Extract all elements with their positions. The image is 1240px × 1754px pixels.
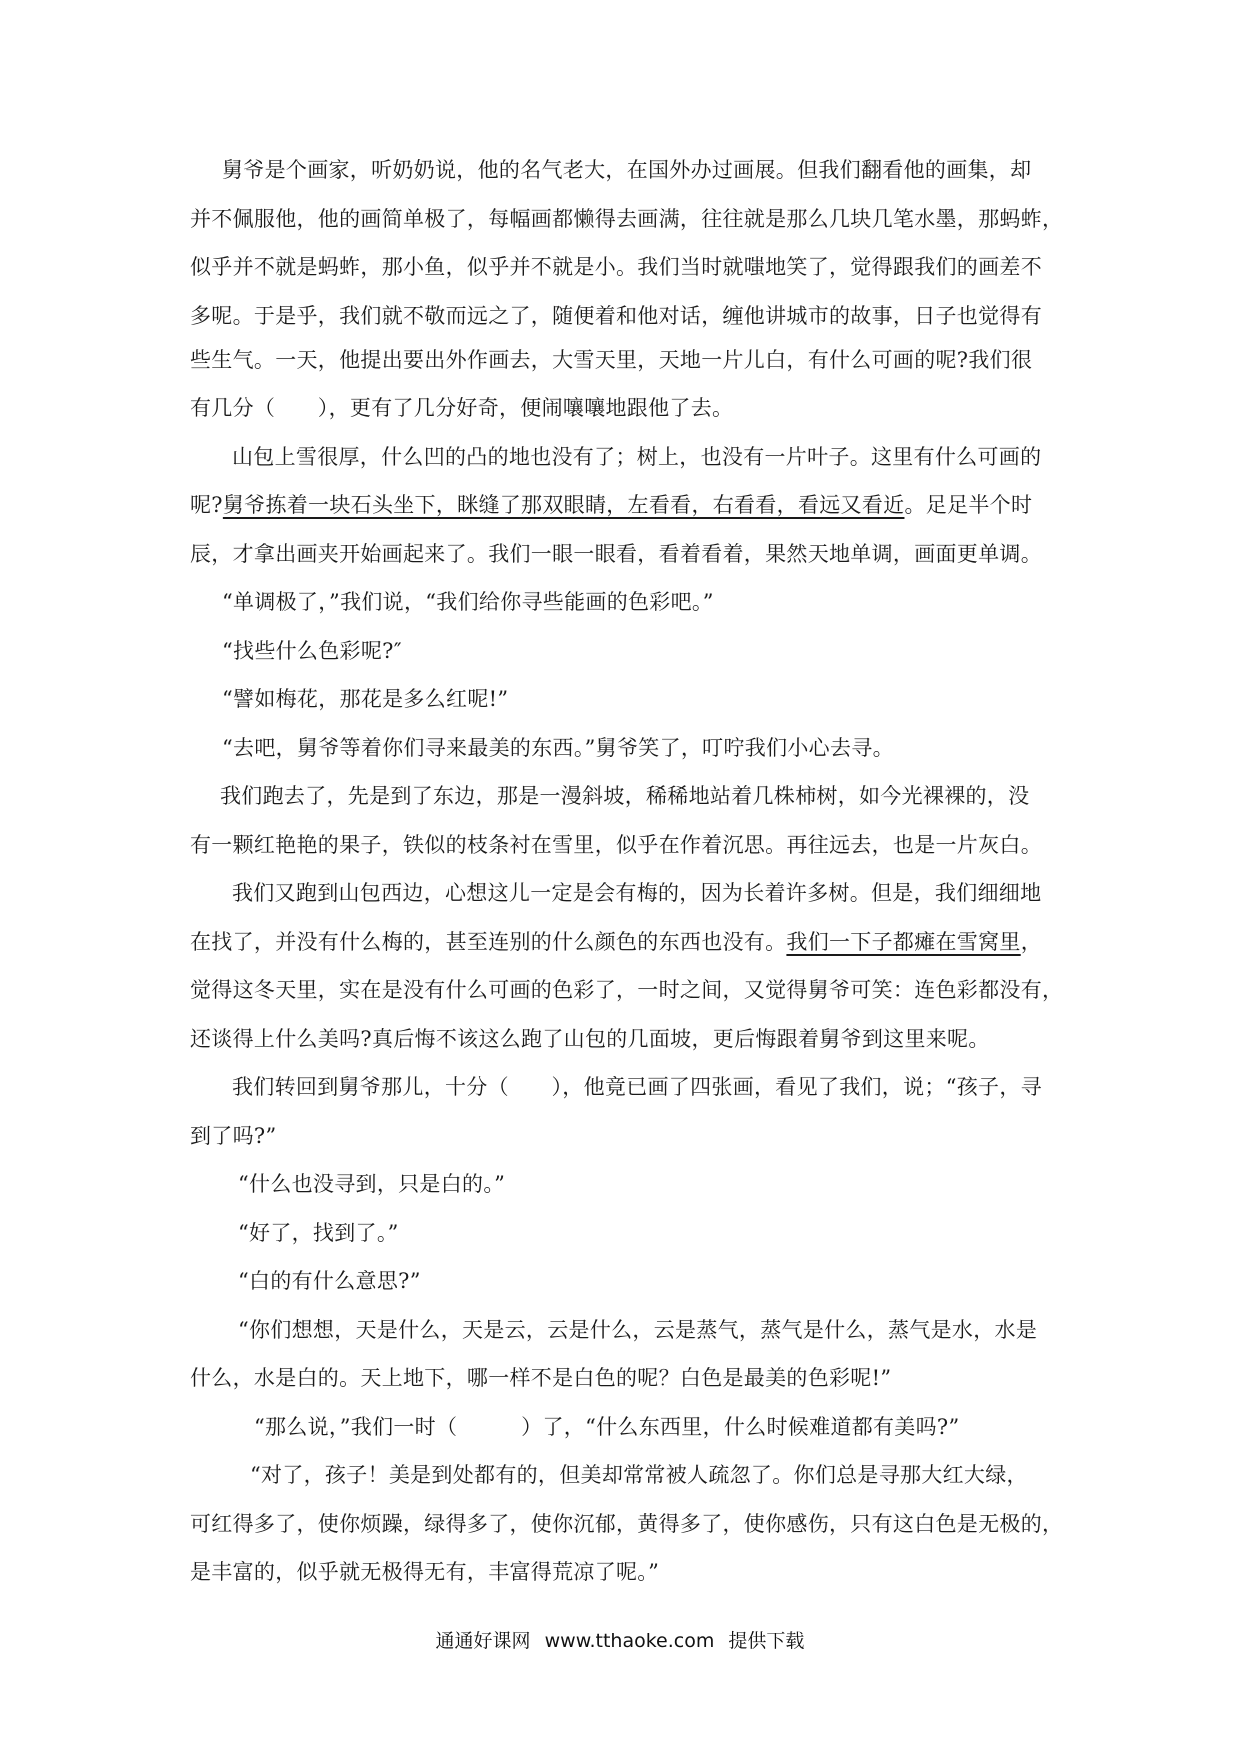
text-segment: 并不佩服他，他的画简单极了，每幅画都懒得去画满，往往就是那么几块几笔水墨，那蚂蚱， — [190, 206, 1064, 231]
text-segment: “那么说，”我们一时（ ）了，“什么东西里，什么时候难道都有美吗?” — [254, 1414, 960, 1439]
text-line — [190, 1313, 1060, 1347]
text-line — [190, 343, 1060, 377]
text-segment: 在找了，并没有什么梅的，甚至连别的什么颜色的东西也没有。 — [190, 929, 787, 954]
article-body — [190, 153, 1064, 1604]
text-segment: 是丰富的，似乎就无极得无有，丰富得荒凉了呢。” — [190, 1560, 660, 1584]
text-line — [190, 1070, 1060, 1104]
text-line — [190, 1167, 1060, 1201]
footer-url: www.tthaoke.com — [544, 1630, 715, 1652]
text-segment: 有几分（ ），更有了几分好奇，便闹嚷嚷地跟他了去。 — [190, 396, 734, 420]
page-footer — [0, 1627, 1240, 1655]
text-segment: 似乎并不就是蚂蚱，那小鱼，似乎并不就是小。我们当时就嗤地笑了，觉得跟我们的画差不 — [190, 255, 1042, 279]
text-line — [190, 585, 1060, 619]
text-line — [190, 1264, 1060, 1298]
text-line — [190, 153, 1060, 187]
text-line — [190, 537, 1060, 571]
text-segment: “单调极了，”我们说，“我们给你寻些能画的色彩吧。” — [222, 590, 714, 614]
text-segment: 什么，水是白的。天上地下，哪一样不是白色的呢？白色是最美的色彩呢!” — [190, 1366, 892, 1390]
text-line — [190, 440, 1060, 474]
text-segment: 有一颗红艳艳的果子，铁似的枝条衬在雪里，似乎在作着沉思。再往远去，也是一片灰白。 — [190, 832, 1042, 857]
text-line — [190, 1555, 1060, 1589]
text-line — [190, 634, 1060, 668]
text-segment: 山包上雪很厚，什么凹的凸的地也没有了；树上，也没有一片叶子。这里有什么可画的 — [232, 444, 1042, 469]
text-line — [190, 488, 1060, 522]
text-line — [190, 202, 1064, 236]
footer-site-name: 通通好课网 — [435, 1630, 531, 1652]
text-segment: “对了，孩子！美是到处都有的，但美却常常被人疏忽了。你们总是寻那大红大绿， — [250, 1463, 1028, 1487]
text-line — [190, 973, 1064, 1007]
text-line — [190, 1119, 1060, 1153]
text-segment: 些生气。一天，他提出要出外作画去，大雪天里，天地一片儿白，有什么可画的呢?我们很 — [190, 347, 1033, 372]
text-segment: 到了吗?” — [190, 1123, 277, 1148]
text-segment: 可红得多了，使你烦躁，绿得多了，使你沉郁，黄得多了，使你感伤，只有这白色是无极的， — [190, 1511, 1064, 1536]
text-line — [190, 1458, 1060, 1492]
underlined-phrase: 我们一下子都瘫在雪窝里 — [786, 929, 1021, 954]
text-segment: 我们又跑到山包西边，心想这儿一定是会有梅的，因为长着许多树。但是，我们细细地 — [232, 881, 1042, 905]
text-segment: 我们转回到舅爷那儿，十分（ ），他竟已画了四张画，看见了我们，说；“孩子，寻 — [232, 1075, 1042, 1099]
text-segment: 辰，才拿出画夹开始画起来了。我们一眼一眼看，看着看着，果然天地单调，画面更单调。 — [190, 541, 1042, 566]
text-line — [190, 1361, 1060, 1395]
underlined-phrase: 舅爷拣着一块石头坐下，眯缝了那双眼睛，左看看，右看看，看远又看近 — [222, 493, 905, 517]
text-segment: 舅爷是个画家，听奶奶说，他的名气老大，在国外办过画展。但我们翻看他的画集，却 — [222, 158, 1032, 182]
text-segment: “去吧，舅爷等着你们寻来最美的东西。”舅爷笑了，叮咛我们小心去寻。 — [222, 735, 894, 760]
text-segment: “白的有什么意思?” — [238, 1269, 421, 1293]
text-segment: 。足足半个时 — [904, 493, 1033, 517]
text-line — [190, 391, 1060, 425]
text-line — [190, 876, 1060, 910]
text-line — [190, 1410, 1060, 1444]
text-segment: “什么也没寻到，只是白的。” — [238, 1172, 506, 1196]
text-segment: 还谈得上什么美吗?真后悔不该这么跑了山包的几面坡，更后悔跟着舅爷到这里来呢。 — [190, 1026, 990, 1051]
text-line — [190, 925, 1060, 959]
text-segment: “好了，找到了。” — [238, 1220, 399, 1245]
text-line — [190, 828, 1060, 862]
text-segment: “找些什么色彩呢?″ — [222, 638, 402, 663]
text-segment: 呢? — [190, 493, 223, 517]
text-line — [190, 1022, 1060, 1056]
text-line — [190, 299, 1060, 333]
text-segment: “你们想想，天是什么，天是云，云是什么，云是蒸气，蒸气是什么，蒸气是水，水是 — [238, 1317, 1038, 1342]
text-segment: 觉得这冬天里，实在是没有什么可画的色彩了，一时之间，又觉得舅爷可笑：连色彩都没有， — [190, 978, 1064, 1002]
text-segment: ， — [1020, 929, 1043, 954]
text-segment: 我们跑去了，先是到了东边，那是一漫斜坡，稀稀地站着几株柿树，如今光裸裸的，没 — [220, 784, 1030, 808]
text-line — [190, 682, 1060, 716]
text-line — [190, 1507, 1064, 1541]
text-line — [190, 1216, 1060, 1250]
text-line — [190, 731, 1060, 765]
text-line — [190, 779, 1060, 813]
text-line — [190, 250, 1060, 284]
text-segment: “譬如梅花，那花是多么红呢!” — [222, 687, 509, 711]
text-segment: 多呢。于是乎，我们就不敬而远之了，随便着和他对话，缠他讲城市的故事，日子也觉得有 — [190, 303, 1042, 328]
footer-note: 提供下载 — [728, 1630, 805, 1652]
